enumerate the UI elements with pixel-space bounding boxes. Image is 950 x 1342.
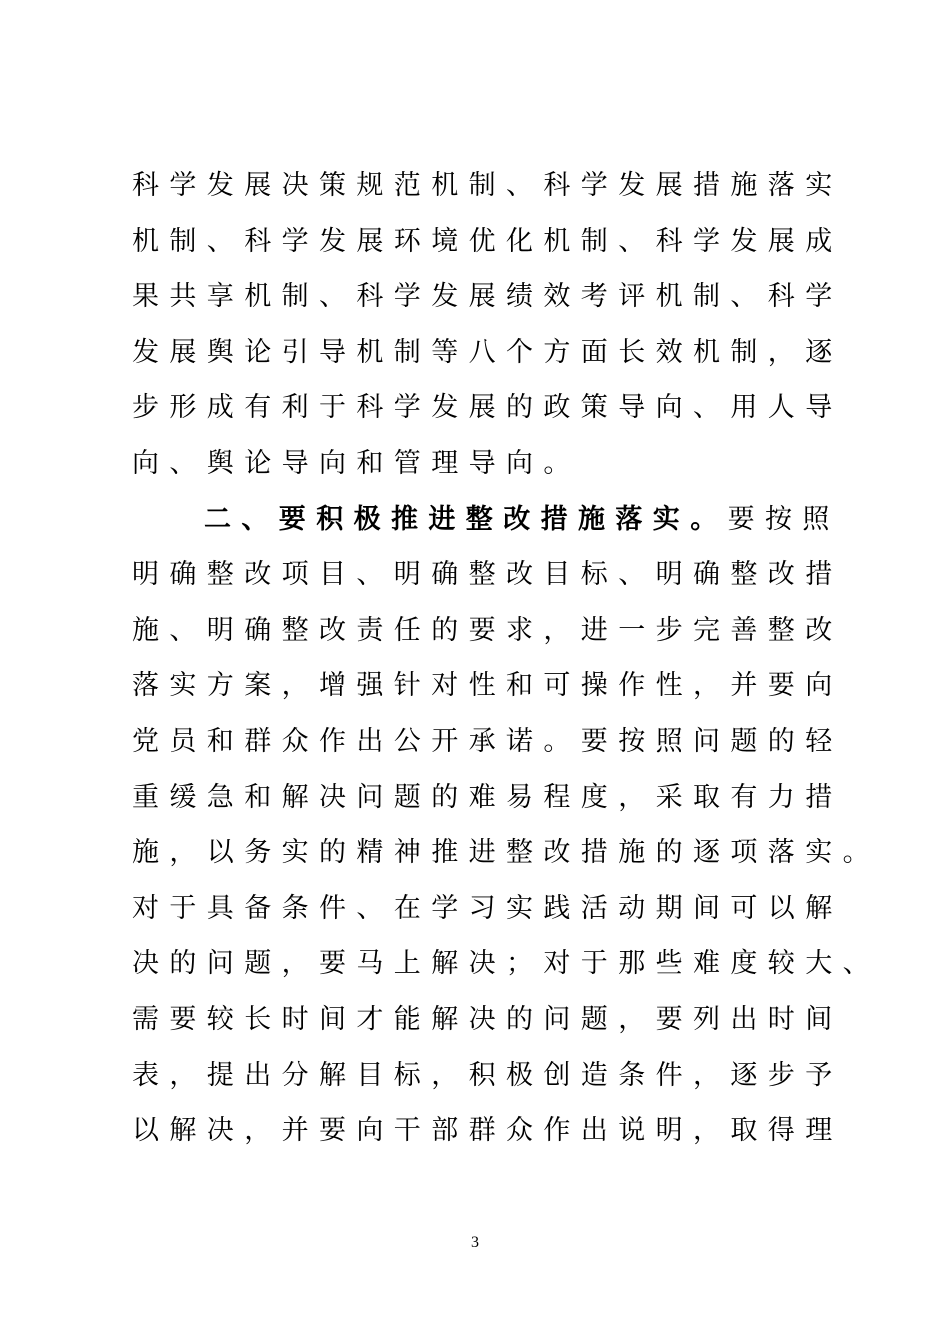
text-line: 向、舆论导向和管理导向。 <box>132 447 581 479</box>
text-line: 明确整改项目、明确整改目标、明确整改措 <box>132 559 843 591</box>
text-line: 施，以务实的精神推进整改措施的逐项落实。 <box>132 837 880 869</box>
text-line: 重缓急和解决问题的难易程度，采取有力措 <box>132 781 843 813</box>
text-line: 对于具备条件、在学习实践活动期间可以解 <box>132 892 843 924</box>
text-line: 施、明确整改责任的要求，进一步完善整改 <box>132 614 843 646</box>
page-number: 3 <box>471 1234 479 1251</box>
section-heading: 二、要积极推进整改措施落实。 <box>204 503 728 535</box>
text-line: 表，提出分解目标，积极创造条件，逐步予 <box>132 1059 843 1091</box>
text-line: 需要较长时间才能解决的问题，要列出时间 <box>132 1003 843 1035</box>
section-heading-line <box>132 492 852 548</box>
text-line: 发展舆论引导机制等八个方面长效机制，逐 <box>132 336 843 368</box>
text-line: 机制、科学发展环境优化机制、科学发展成 <box>132 225 843 257</box>
text-line: 党员和群众作出公开承诺。要按照问题的轻 <box>132 725 843 757</box>
text-line: 步形成有利于科学发展的政策导向、用人导 <box>132 392 843 424</box>
section-heading-continuation: 要按照 <box>727 503 840 535</box>
text-line: 果共享机制、科学发展绩效考评机制、科学 <box>132 281 843 313</box>
body-text <box>132 158 880 1159</box>
text-line: 科学发展决策规范机制、科学发展措施落实 <box>132 170 843 201</box>
text-line: 决的问题，要马上解决；对于那些难度较大、 <box>132 948 880 980</box>
text-line: 落实方案，增强针对性和可操作性，并要向 <box>132 670 843 702</box>
text-line: 以解决，并要向干部群众作出说明，取得理 <box>132 1115 843 1147</box>
